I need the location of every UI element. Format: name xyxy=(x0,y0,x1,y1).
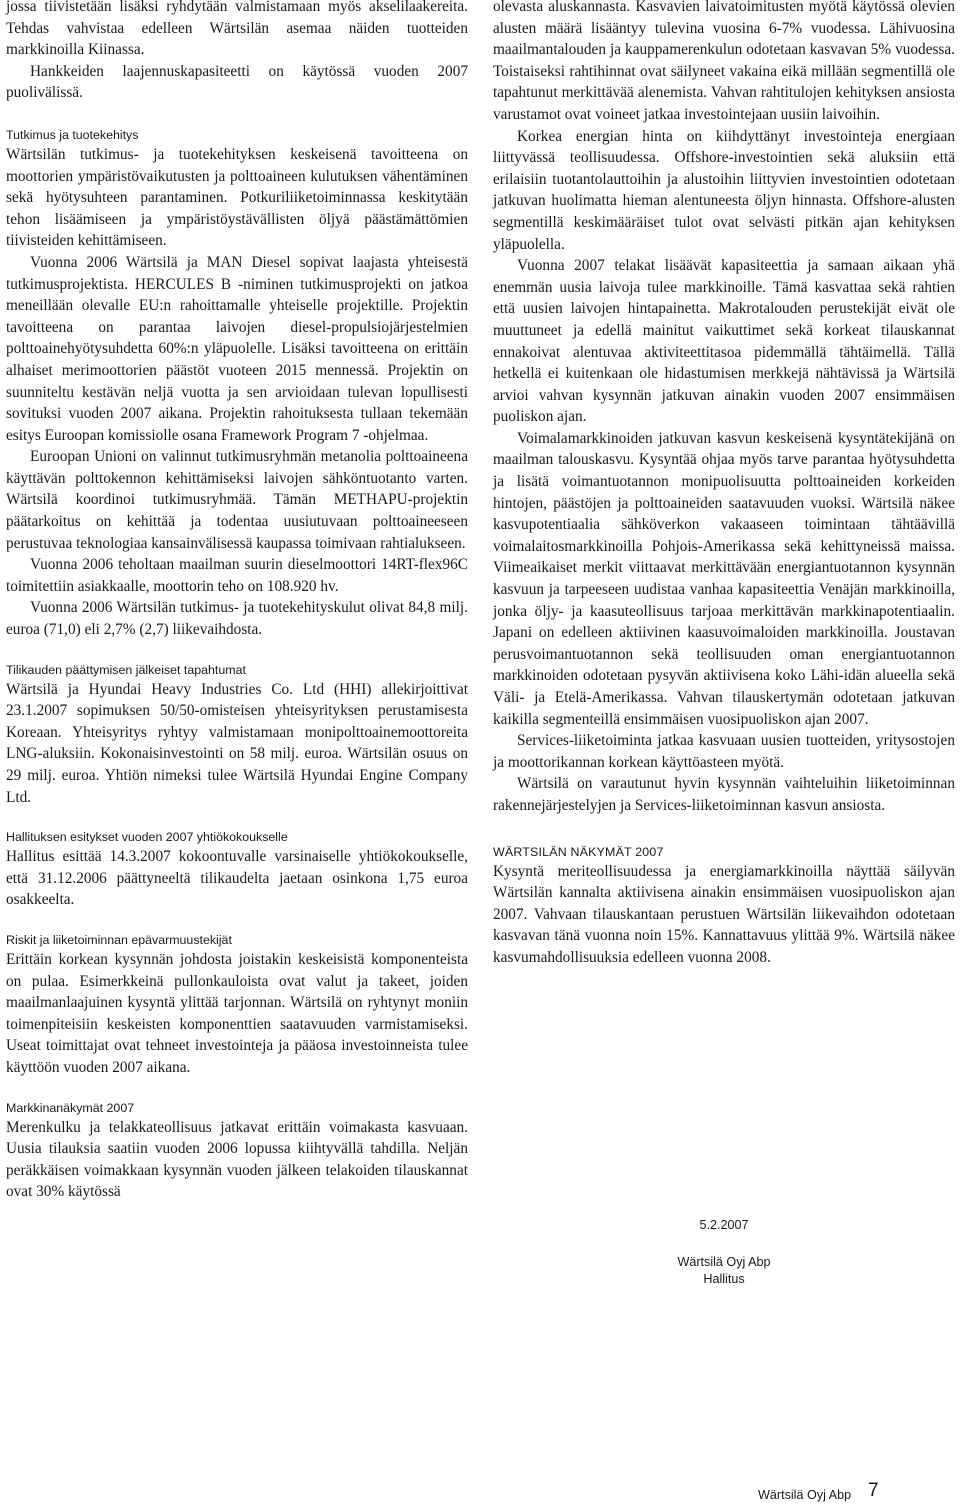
heading-outlook: WÄRTSILÄN NÄKYMÄT 2007 xyxy=(493,844,664,859)
paragraph-events: Wärtsilä ja Hyundai Heavy Industries Co. Ltd (HHI) allekirjoittivat 23.1.2007 sopimuksen 50/50-omisteisen yhteisyrityksen perustamisesta Koreaan. Yhteisyritys ryhtyy valmistamaan monipolttoainemoottoreita LNG-aluksiin. Kokonaisinvestointi on 58 milj. euroa. Wärtsilän osuus on 29 milj. euroa. Yhtiön nimeksi tulee Wärtsilä Hyundai Engine Company Ltd. xyxy=(6,680,468,806)
heading-market: Markkinanäkymät 2007 xyxy=(6,1100,135,1115)
paragraph-research-2: Vuonna 2006 Wärtsilä ja MAN Diesel sopivat laajasta yhteisestä tutkimusprojektista. HERCULES B -niminen tutkimusprojekti on jatkoa meneillään olevalle EU:n rahoittamalle yhteiselle projektille. Projektin tavoitteena on parantaa laivojen diesel-propulsiojärjestelmien polttoainehyötysuhdetta 60%:n yläpuolelle. Lisäksi tavoitteena on erittäin alhaiset merimoottorien päästöt vuoteen 2015 mennessä. Projektin on suunniteltu kestävän neljä vuotta ja sen arvioidaan tulevan lopullisesti sovituksi vuoden 2007 aikana. Projektin rahoituksesta tullaan tekemään esitys Euroopan komissiolle osana Framework Program 7 -ohjelmaa. xyxy=(6,253,468,444)
heading-research: Tutkimus ja tuotekehitys xyxy=(6,127,139,142)
paragraph-right-2: Korkea energian hinta on kiihdyttänyt investointeja energiaan liittyvässä teollisuudessa. Offshore-investointien sekä aluksiin että erilaisiin tuotantolauttoihin ja alustoihin liittyvien investointien odotetaan jatkuvan huolimatta hieman alentuneesta öljyn hinnasta. Offshore-alusten segmentillä keskimääräiset tulot ovat selvästi pitkän ajan kehityksen yläpuolella. xyxy=(493,127,955,253)
paragraph-risks: Erittäin korkean kysynnän johdosta joistakin keskeisistä komponenteista on pulaa. Esimerkkeinä pullonkauloista ovat valut ja takeet, joiden maailmanlaajuinen kysyntä ylittää tarjonnan. Wärtsilä on ryhtynyt moniin toimenpiteisiin keskeisten komponenttien saatavuuden varmistamiseksi. Useat toimittajat ovat tehneet investointeja ja pääosa investoinneista tulee käyttöön vuoden 2007 aikana. xyxy=(6,950,468,1076)
paragraph-right-5: Services-liiketoiminta jatkaa kasvuaan uusien tuotteiden, yritysostojen ja moottorikannan korkean käyttöasteen myötä. xyxy=(493,732,955,771)
heading-risks: Riskit ja liiketoiminnan epävarmuustekijät xyxy=(6,932,232,947)
left-column xyxy=(6,0,468,1203)
signature-company: Wärtsilä Oyj Abp xyxy=(677,1255,771,1269)
right-column xyxy=(493,0,955,1286)
paragraph-research-3: Euroopan Unioni on valinnut tutkimusryhmän metanolia polttoaineena käyttävän polttokennon kehittämiseksi laivojen sähköntuotanto varten. Wärtsilä koordinoi tutkimusryhmää. Tämän METHAPU-projektin päätarkoitus on kehittää ja todentaa uusiutuvaan polttoaineeseen perustuvaa teknologiaa kansainvälisessä kaupassa toimivaan rahtialukseen. xyxy=(6,448,468,552)
paragraph-intro-2: Hankkeiden laajennuskapasiteetti on käytössä vuoden 2007 puolivälissä. xyxy=(6,62,468,102)
paragraph-market: Merenkulku ja telakkateollisuus jatkavat erittäin voimakasta kasvuaan. Uusia tilauksia saatiin vuoden 2006 lopussa kiihtyvällä tahdilla. Neljän peräkkäisen voimakkaan kysynnän vuoden jälkeen telakoiden tilauskannat ovat 30% käytössä xyxy=(6,1118,468,1201)
footer-company: Wärtsilä Oyj Abp xyxy=(758,1488,852,1502)
heading-proposal: Hallituksen esitykset vuoden 2007 yhtiökokoukselle xyxy=(6,830,288,845)
paragraph-right-3: Vuonna 2007 telakat lisäävät kapasiteettia ja samaan aikaan yhä enemmän uusia laivoja tulee markkinoille. Tämä kasvattaa sekä rahtien että uusien laivojen hintapainetta. Makrotalouden perustekijät eivät ole muuttuneet ja edellä mainitut vaikuttimet sekä korkeat tilauskannat ennakoivat alentuvaa aktiviteettitasoa pidemmällä tähtäimellä. Tällä hetkellä ei kuitenkaan ole hidastumisen merkkejä nähtävissä ja Wärtsilä arvioi vahvan kysynnän jatkuvan ainakin vuoden 2007 ensimmäisen puoliskon ajan. xyxy=(493,257,955,426)
paragraph-research-4: Vuonna 2006 teholtaan maailman suurin dieselmoottori 14RT-flex96C toimitettiin asiakkaalle, moottorin teho on 108.920 hv. xyxy=(6,556,468,595)
paragraph-right-1: olevasta aluskannasta. Kasvavien laivatoimitusten myötä käytössä olevien alusten määrä lisääntyy tulevina vuosina 6-7% vuodessa. Lähivuosina maailmantalouden ja kauppamerenkulun odotetaan kasvavan 5% vuodessa. Toistaiseksi rahtihinnat ovat säilyneet vakaina eikä millään segmentillä ole tapahtunut merkittävää alenemista. Vahvan rahtitulojen kehityksen ansiosta varustamot ovat voineet jatkaa investointejaan uusiin laivoihin. xyxy=(493,0,955,123)
paragraph-proposal: Hallitus esittää 14.3.2007 kokoontuvalle varsinaiselle yhtiökokoukselle, että 31.12.2006 päättyneeltä tilikaudelta jaetaan osinkona 1,75 euroa osakkeelta. xyxy=(6,848,468,909)
paragraph-intro-1: jossa tiivistetään lisäksi ryhdytään valmistamaan myös akselilaakereita. Tehdas vahvistaa edelleen Wärtsilän asemaa näiden tuotteiden markkinoilla Kiinassa. xyxy=(6,0,468,59)
signature-date: 5.2.2007 xyxy=(699,1218,749,1232)
paragraph-research-5: Vuonna 2006 Wärtsilän tutkimus- ja tuotekehityskulut olivat 84,8 milj. euroa (71,0) eli 2,7% (2,7) liikevaihdosta. xyxy=(6,599,468,639)
paragraph-right-4: Voimalamarkkinoiden jatkuvan kasvun keskeisenä kysyntätekijänä on maailman talouskasvu. Kysyntää ohjaa myös tarve parantaa hyötysuhdetta ja lisätä voimantuotannon monipuolisuutta polttoaineiden korkeiden hintojen, päästöjen ja polttoaineiden saatavuuden vuoksi. Wärtsilä näkee kasvupotentiaalia sähköverkon vakaaseen toimintaan tähtäävillä voimalaitosmarkkinoilla Pohjois-Amerikassa sekä kehittyneissä maissa. Viimeaikaiset merkit viittaavat merkittävään energiantuotannon kysynnän kasvuun ja tarpeeseen uudistaa vanhaa kapasiteettia Venäjän markkinoilla, jonka öljy- ja kaasuteollisuus tarjoaa merkittävän markkinapotentiaalin. Japani on edelleen aktiivinen kaasuvoimaloiden markkinoilla. Joustavan perusvoimantuotannon sekä teollisuuden oman energiantuotannon markkinoiden odotetaan pysyvän aktiivisena koko Lähi-idän alueella sekä Väli- ja Etelä-Amerikassa. Vahvan tilauskertymän odotetaan jatkuvan kaikilla segmenteillä ensimmäisen vuosipuoliskon ajan 2007. xyxy=(493,429,955,728)
paragraph-right-6: Wärtsilä on varautunut hyvin kysynnän vaihteluihin liiketoiminnan rakennejärjestelyjen ja Services-liiketoiminnan kasvun ansiosta. xyxy=(493,775,955,814)
signature-board: Hallitus xyxy=(703,1272,745,1286)
page-number: 7 xyxy=(868,1480,879,1501)
heading-events: Tilikauden päättymisen jälkeiset tapahtumat xyxy=(6,662,246,677)
paragraph-outlook: Kysyntä meriteollisuudessa ja energiamarkkinoilla näyttää säilyvän Wärtsilän kannalta aktiivisena ainakin ensimmäisen vuosipuoliskon ajan 2007. Vahvaan tilauskantaan perustuen Wärtsilän liikevaihdon odotetaan kasvavan tänä vuonna noin 15%. Kannattavuus ylittää 9%. Wärtsilä näkee kasvumahdollisuuksia edelleen vuonna 2008. xyxy=(493,862,955,966)
paragraph-research-1: Wärtsilän tutkimus- ja tuotekehityksen keskeisenä tavoitteena on moottorien ympäristövaikutusten ja polttoaineen kulutuksen vähentäminen sekä hyötysuhteen parantaminen. Potkuriliiketoiminnassa keskitytään tehon lisäämiseen ja ympäristöystävällisten öljyä päästämättömien tiivisteiden kehittämiseen. xyxy=(6,145,468,250)
